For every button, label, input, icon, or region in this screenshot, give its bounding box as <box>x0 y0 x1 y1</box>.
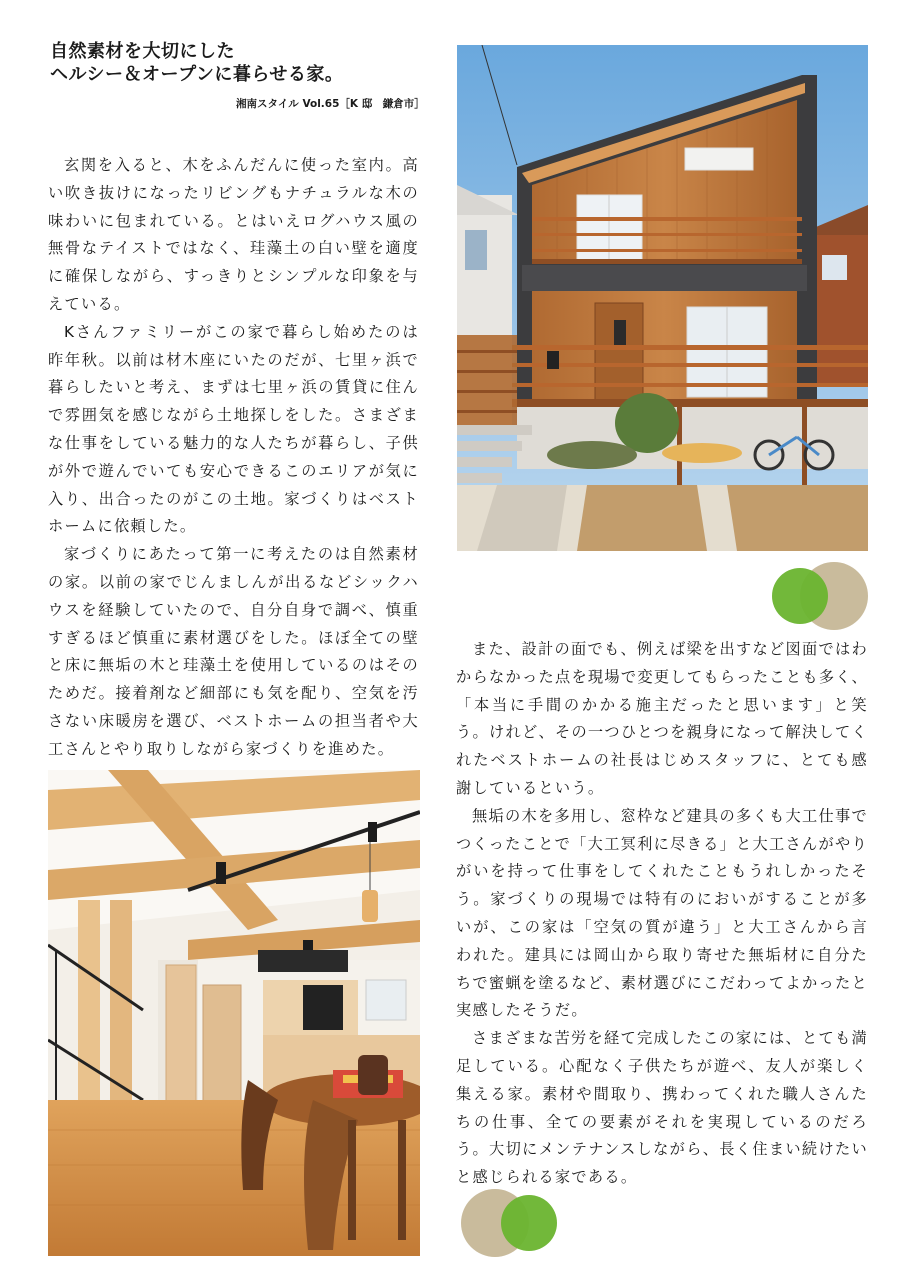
decorative-circles-icon <box>455 1188 565 1258</box>
body-paragraph: さまざまな苦労を経て完成したこの家には、とても満足している。心配なく子供たちが遊べ、友人が楽しく集える家。素材や間取り、携わってくれた職人さんたちの仕事、全ての要素がそれを実現しているのだろう。大切にメンテナンスしながら、長く住まい続けたいと感じられる家である。 <box>456 1029 868 1187</box>
title-line-2: ヘルシー＆オープンに暮らせる家。 <box>50 64 344 85</box>
decorative-circles-icon <box>764 561 874 631</box>
body-paragraph: また、設計の面でも、例えば梁を出すなど図面ではわからなかった点を現場で変更してもらったことも多く、「本当に手間のかかる施主だったと思います」と笑う。けれど、その一つひとつを親身になって解決してくれたベストホームの社長はじめスタッフに、とても感謝しているという。 <box>456 640 868 797</box>
living-room-interior-photo <box>48 770 420 1256</box>
title-line-1: 自然素材を大切にした <box>50 41 235 62</box>
body-paragraph: 家づくりにあたって第一に考えたのは自然素材の家。以前の家でじんましんが出るなどシックハウスを経験していたので、自分自身で調べ、慎重すぎるほど慎重に素材選びをした。ほぼ全ての壁と床に無垢の木と珪藻土を使用しているのはそのためだ。接着剤など細部にも気を配り、空気を汚さない床暖房を選び、ベストホームの担当者や大工さんとやり取りしながら家づくりを進めた。 <box>48 545 419 758</box>
body-paragraph: 玄関を入ると、木をふんだんに使った室内。高い吹き抜けになったリビングもナチュラルな木の味わいに包まれている。とはいえログハウス風の無骨なテイストではなく、珪藻土の白い壁を適度に確保しながら、すっきりとシンプルな印象を与えている。 <box>48 156 419 313</box>
house-exterior-photo <box>457 45 868 551</box>
body-paragraph: Kさんファミリーがこの家で暮らし始めたのは昨年秋。以前は材木座にいたのだが、七里ヶ浜で暮らしたいと考え、まずは七里ヶ浜の賃貸に住んで雰囲気を感じながら土地探しをした。さまざまな仕事をしている魅力的な人たちが暮らし、子供が外で遊んでいても安心できるこのエリアが気に入り、出合ったのがこの土地。家づくりはベストホームに依頼した。 <box>48 322 419 536</box>
body-column-right <box>456 636 868 1192</box>
article-title <box>50 40 430 86</box>
article-source: 湘南スタイル Vol.65［K 邸 鎌倉市］ <box>236 98 425 110</box>
body-paragraph: 無垢の木を多用し、窓枠など建具の多くも大工仕事でつくったことで「大工冥利に尽きる」と大工さんがやりがいを持って仕事をしてくれたこともうれしかったそう。家づくりの現場では特有のにおいがすることが多いが、この家は「空気の質が違う」と大工さんから言われた。建具には岡山から取り寄せた無垢材に自分たちで蜜蝋を塗るなど、素材選びにこだわってよかったと実感したそうだ。 <box>456 806 868 1020</box>
body-column-left <box>48 152 419 764</box>
